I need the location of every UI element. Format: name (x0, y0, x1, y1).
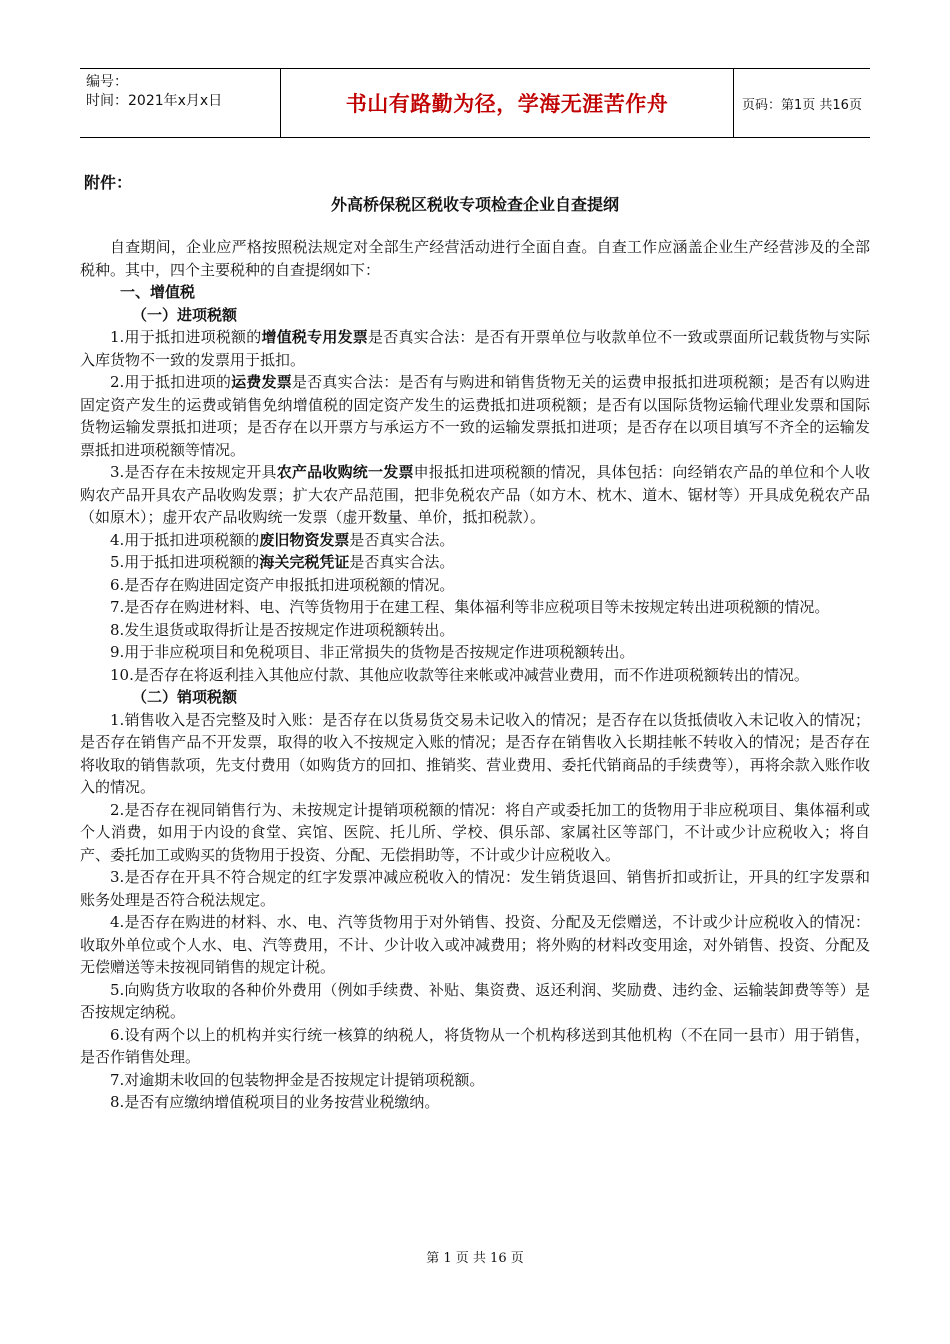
output-item-4: 4.是否存在购进的材料、水、电、汽等货物用于对外销售、投资、分配及无偿赠送，不计或少计应税收入的情况：收取外单位或个人水、电、汽等费用，不计、少计收入或冲减费用；将外购的材料改变用途，对外销售、投资、分配及无偿赠送等未按视同销售的规定计税。 (80, 913, 870, 976)
intro-paragraph: 自查期间，企业应严格按照税法规定对全部生产经营活动进行全面自查。自查工作应涵盖企业生产经营涉及的全部税种。其中，四个主要税种的自查提纲如下： (80, 238, 870, 279)
text: 是否真实合法：是否有与购进和销售货物无关的运费申报抵扣进项税额；是否有以购进固定资产发生的运费或销售免纳增值税的固定资产发生的运费抵扣进项税额；是否有以国际货物运输代理业发票和国际货物运输发票抵扣进项；是否存在以开票方与承运方不一致的运输发票抵扣进项；是否存在以项目填写不齐全的运输发票抵扣进项税额等情况。 (80, 373, 870, 459)
keyword: 海关完税凭证 (259, 553, 350, 571)
output-item-5: 5.向购货方收取的各种价外费用（例如手续费、补贴、集资费、返还利润、奖励费、违约金、运输装卸费等等）是否按规定纳税。 (80, 980, 870, 1021)
text: 5.用于抵扣进项税额的 (110, 553, 260, 571)
keyword: 农产品收购统一发票 (276, 463, 414, 481)
output-item-7: 7.对逾期未收回的包装物押金是否按规定计提销项税额。 (110, 1070, 485, 1089)
text: 1.用于抵扣进项税额的 (110, 328, 262, 346)
output-item-3: 3.是否存在开具不符合规定的红字发票冲减应税收入的情况：发生销货退回、销售折扣或折让，开具的红字发票和账务处理是否符合税法规定。 (80, 868, 870, 909)
page-label: 页码：第1页 共16页 (742, 97, 862, 113)
page-footer: 第 1 页 共 16 页 (426, 1251, 524, 1266)
text: 是否真实合法。 (349, 553, 455, 571)
header-slogan-cell (280, 69, 734, 137)
input-item-10: 10.是否存在将返利挂入其他应付款、其他应收款等往来帐或冲减营业费用，而不作进项税额转出的情况。 (110, 665, 809, 684)
document-title: 外高桥保税区税收专项检查企业自查提纲 (330, 195, 619, 214)
header-slogan: 书山有路勤为径，学海无涯苦作舟 (345, 92, 669, 116)
input-item-8: 8.发生退货或取得折让是否按规定作进项税额转出。 (110, 620, 455, 639)
output-item-8: 8.是否有应缴纳增值税项目的业务按营业税缴纳。 (110, 1093, 440, 1111)
output-item-2: 2.是否存在视同销售行为、未按规定计提销项税额的情况：将自产或委托加工的货物用于非应税项目、集体福利或个人消费，如用于内设的食堂、宾馆、医院、托儿所、学校、俱乐部、家属社区等部门，不计或少计应税收入；将自产、委托加工或购买的货物用于投资、分配、无偿捐助等，不计或少计应税收入。 (80, 800, 870, 864)
input-item-6: 6.是否存在购进固定资产申报抵扣进项税额的情况。 (110, 575, 455, 594)
text: 2.用于抵扣进项的 (110, 373, 232, 391)
output-item-1: 1.销售收入是否完整及时入账：是否存在以货易货交易未记收入的情况；是否存在以货抵债收入未记收入的情况；是否存在销售产品不开发票，取得的收入不按规定入账的情况；是否存在销售收入长期挂帐不转收入的情况；是否存在将收取的销售款项，先支付费用（如购货方的回扣、推销奖、营业费用、委托代销商品的手续费等），再将余款入账作收入的情况。 (80, 710, 870, 796)
document-body (80, 236, 870, 1114)
section-heading-vat: 一、增值税 (120, 283, 196, 301)
header-meta (80, 69, 280, 137)
input-item-5 (80, 551, 870, 574)
code-label: 编号： (86, 74, 128, 90)
input-item-2 (80, 371, 870, 461)
text: 申报抵扣进项税额的情况，具体包括：向经销农产品的单位和个人收购农产品开具农产品收购发票；扩大农产品范围，把非免税农产品（如方木、枕木、道木、锯材等）开具成免税农产品（如原木）；虚开农产品收购统一发票（虚开数量、单价，抵扣税款）。 (80, 463, 870, 526)
text: 是否真实合法。 (349, 530, 455, 549)
keyword: 废旧物资发票 (259, 530, 350, 549)
input-item-7: 7.是否存在购进材料、电、汽等货物用于在建工程、集体福利等非应税项目等未按规定转出进项税额的情况。 (110, 598, 830, 616)
keyword: 增值税专用发票 (261, 328, 369, 346)
text: 3.是否存在未按规定开具 (110, 463, 277, 481)
text: 是否真实合法：是否有开票单位与收款单位不一致或票面所记载货物与实际入库货物不一致的发票用于抵扣。 (80, 328, 870, 369)
subsection-heading-input-tax: （一）进项税额 (132, 305, 238, 324)
time-label: 时间：2021年x月x日 (86, 93, 223, 109)
document-header (80, 68, 870, 138)
output-item-6: 6.设有两个以上的机构并实行统一核算的纳税人，将货物从一个机构移送到其他机构（不在同一县市）用于销售，是否作销售处理。 (80, 1025, 870, 1066)
input-item-4 (80, 529, 870, 552)
keyword: 运费发票 (231, 373, 292, 391)
input-item-1 (80, 326, 870, 371)
text: 4.用于抵扣进项税额的 (110, 530, 260, 549)
subsection-heading-output-tax: （二）销项税额 (132, 688, 238, 706)
input-item-3 (80, 461, 870, 529)
input-item-9: 9.用于非应税项目和免税项目、非正常损失的货物是否按规定作进项税额转出。 (110, 643, 635, 661)
attachment-label: 附件： (84, 173, 133, 192)
